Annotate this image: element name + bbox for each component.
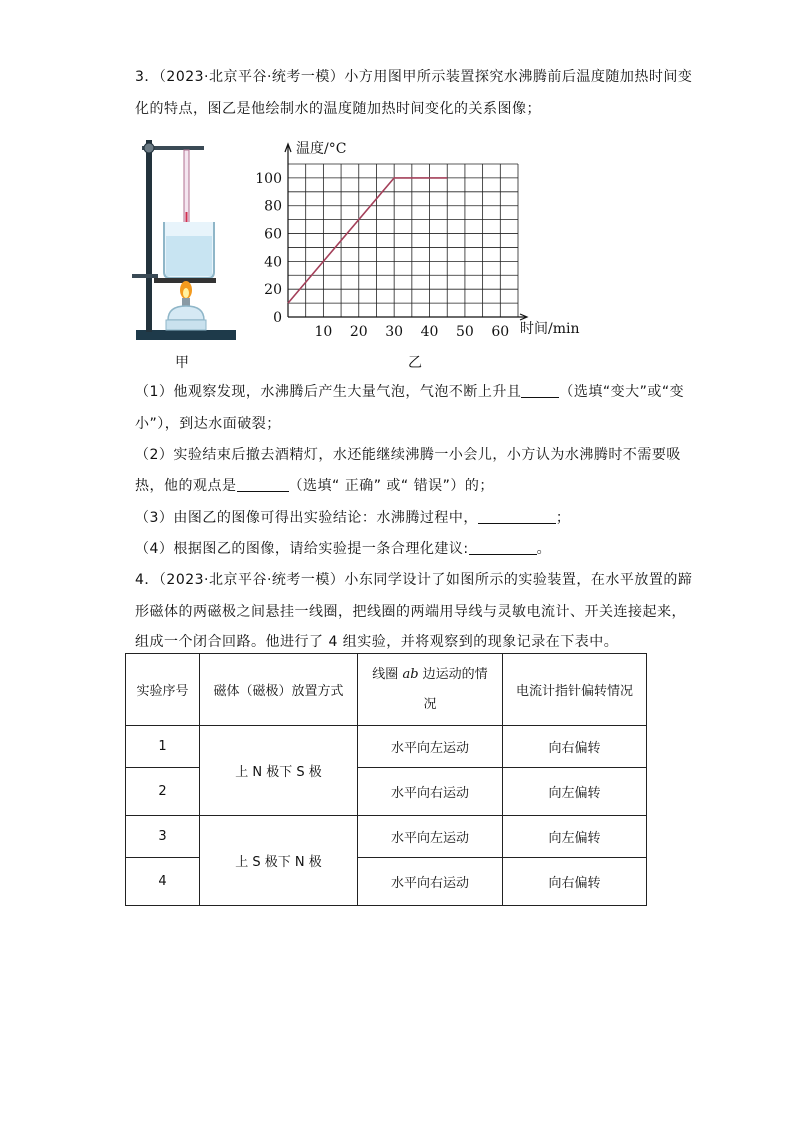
answer-blank-4[interactable]: [469, 540, 537, 555]
y-tick-label: 100: [255, 170, 282, 187]
table-header-cell: 磁体（磁极）放置方式: [200, 654, 358, 726]
table-cell-no: 2: [126, 768, 200, 816]
y-tick-label: 60: [264, 226, 282, 243]
q3-sub4: [135, 538, 551, 558]
table-cell-motion: 水平向左运动: [358, 816, 503, 858]
y-tick-label: 0: [273, 310, 282, 326]
q4-line3: 组成一个闭合回路。他进行了 4 组实验，并将观察到的现象记录在下表中。: [135, 634, 619, 650]
table-header-cell: 线圈 ab 边运动的情 况: [358, 654, 503, 726]
q3-sub2-line1: （2）实验结束后撤去酒精灯，水还能继续沸腾一小会儿，小方认为水沸腾时不需要吸: [135, 447, 681, 463]
y-axis-label: 温度/°C: [296, 141, 347, 157]
q3-sub4-text-a: （4）根据图乙的图像，请给实验提一条合理化建议:: [135, 541, 469, 557]
table-cell-motion: 水平向左运动: [358, 726, 503, 768]
q3-sub1-text-b: （选填“变大”或“变: [559, 384, 685, 400]
x-axis-label: 时间/min: [520, 321, 580, 337]
table-row: [126, 726, 647, 768]
x-tick-label: 20: [349, 324, 368, 340]
q3-sub1-text-a: （1）他观察发现，水沸腾后产生大量气泡，气泡不断上升且: [135, 384, 522, 400]
y-tick-label: 40: [264, 254, 282, 271]
table-cell-magnet: 上 S 极下 N 极: [200, 816, 358, 906]
experiment-table: [125, 653, 647, 906]
q3-sub2-text-c: （选填“ 正确” 或“ 错误”）的；: [288, 478, 494, 494]
stand-pole: [146, 140, 152, 332]
q3-sub3-text-a: （3）由图乙的图像可得出实验结论：水沸腾过程中，: [135, 510, 478, 526]
answer-blank-2[interactable]: [237, 477, 289, 492]
q3-sub3-text-b: ；: [555, 510, 571, 526]
q3-sub2-text-b: 热，他的观点是: [135, 478, 237, 494]
x-tick-label: 50: [456, 324, 474, 340]
q3-line2: 化的特点，图乙是他绘制水的温度随加热时间变化的关系图像；: [135, 101, 541, 117]
table-header-cell: 实验序号: [126, 654, 200, 726]
y-tick-label: 80: [264, 198, 282, 215]
table-cell-deflect: 向左偏转: [503, 768, 647, 816]
table-cell-no: 4: [126, 858, 200, 906]
table-header-row: [126, 654, 647, 726]
table-cell-deflect: 向左偏转: [503, 816, 647, 858]
table-cell-no: 1: [126, 726, 200, 768]
table-row: [126, 816, 647, 858]
table-cell-no: 3: [126, 816, 200, 858]
x-tick-label: 60: [491, 324, 510, 340]
answer-blank-3[interactable]: [478, 509, 556, 524]
x-tick-label: 30: [385, 324, 404, 340]
q3-sub1-line1: [135, 381, 684, 401]
answer-blank-1[interactable]: [521, 383, 559, 398]
table-cell-deflect: 向右偏转: [503, 726, 647, 768]
q4-line2: 形磁体的两磁极之间悬挂一线圈，把线圈的两端用导线与灵敏电流计、开关连接起来，: [135, 604, 686, 620]
x-tick-label: 10: [314, 324, 333, 340]
figure-label-jia: 甲: [175, 355, 189, 371]
temperature-chart: [250, 135, 590, 345]
q3-sub2-line2: [135, 475, 494, 495]
table-header-cell: 电流计指针偏转情况: [503, 654, 647, 726]
table-cell-deflect: 向右偏转: [503, 858, 647, 906]
alcohol-lamp: [168, 306, 204, 320]
q3-sub1-line2: 小”），到达水面破裂；: [135, 416, 281, 432]
q3-sub4-text-b: 。: [536, 541, 552, 557]
table-cell-motion: 水平向右运动: [358, 768, 503, 816]
q3-sub3: [135, 507, 570, 527]
q3-line1: 3．（2023·北京平谷·统考一模）小方用图甲所示装置探究水沸腾前后温度随加热时间变: [135, 69, 693, 85]
temperature-series-line: [288, 178, 447, 303]
q4-line1: 4．（2023·北京平谷·统考一模）小东同学设计了如图所示的实验装置，在水平放置的蹄: [135, 572, 693, 588]
figure-label-yi: 乙: [408, 355, 422, 371]
x-tick-label: 40: [420, 324, 439, 340]
table-cell-magnet: 上 N 极下 S 极: [200, 726, 358, 816]
y-tick-label: 20: [264, 282, 282, 299]
table-cell-motion: 水平向右运动: [358, 858, 503, 906]
apparatus-figure: [132, 132, 242, 347]
